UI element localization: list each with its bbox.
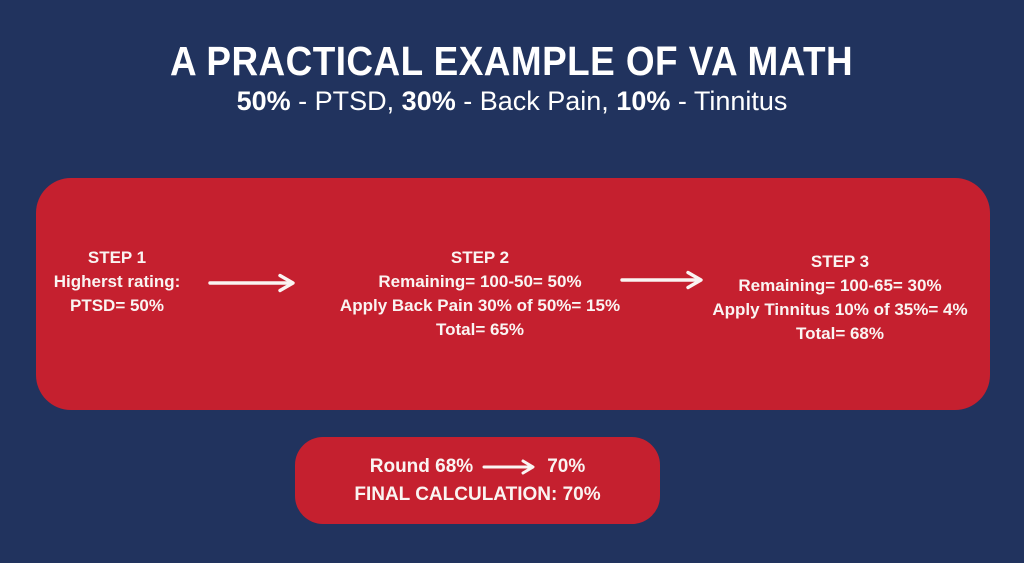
subtitle-tinnitus-percent: 10% bbox=[616, 86, 671, 116]
final-calculation-panel bbox=[295, 437, 660, 524]
rounding-row bbox=[370, 453, 585, 480]
right-arrow-icon bbox=[482, 459, 538, 475]
step-1-block bbox=[22, 246, 212, 318]
subtitle-tinnitus-label: - Tinnitus bbox=[670, 86, 788, 116]
step-3-line-2: Apply Tinnitus 10% of 35%= 4% bbox=[712, 300, 968, 319]
step-2-line-3: Total= 65% bbox=[435, 320, 525, 339]
page-title bbox=[0, 38, 1024, 85]
step-3-block bbox=[700, 250, 980, 346]
step-1-line-1: Higherst rating: bbox=[53, 272, 181, 291]
step-3-line-3: Total= 68% bbox=[795, 324, 885, 343]
subtitle bbox=[0, 86, 1024, 117]
round-label: Round 68% bbox=[369, 456, 474, 477]
step-2-block bbox=[335, 246, 625, 342]
step-3-line-1: Remaining= 100-65= 30% bbox=[738, 276, 942, 295]
subtitle-ptsd-percent: 50% bbox=[236, 86, 291, 116]
round-result: 70% bbox=[547, 456, 586, 477]
page-title-text: A PRACTICAL EXAMPLE OF VA MATH bbox=[170, 38, 854, 84]
subtitle-backpain-label: - Back Pain, bbox=[455, 86, 617, 116]
subtitle-ptsd-label: - PTSD, bbox=[290, 86, 402, 116]
step-1-label: STEP 1 bbox=[87, 248, 147, 267]
right-arrow-icon bbox=[619, 270, 707, 295]
subtitle-backpain-percent: 30% bbox=[401, 86, 456, 116]
final-calculation-line: FINAL CALCULATION: 70% bbox=[354, 484, 601, 505]
right-arrow-icon bbox=[207, 273, 299, 298]
step-2-label: STEP 2 bbox=[450, 248, 510, 267]
step-2-line-2: Apply Back Pain 30% of 50%= 15% bbox=[339, 296, 621, 315]
steps-panel bbox=[36, 178, 990, 410]
step-1-line-2: PTSD= 50% bbox=[69, 296, 164, 315]
step-2-line-1: Remaining= 100-50= 50% bbox=[378, 272, 582, 291]
step-3-label: STEP 3 bbox=[810, 252, 870, 271]
